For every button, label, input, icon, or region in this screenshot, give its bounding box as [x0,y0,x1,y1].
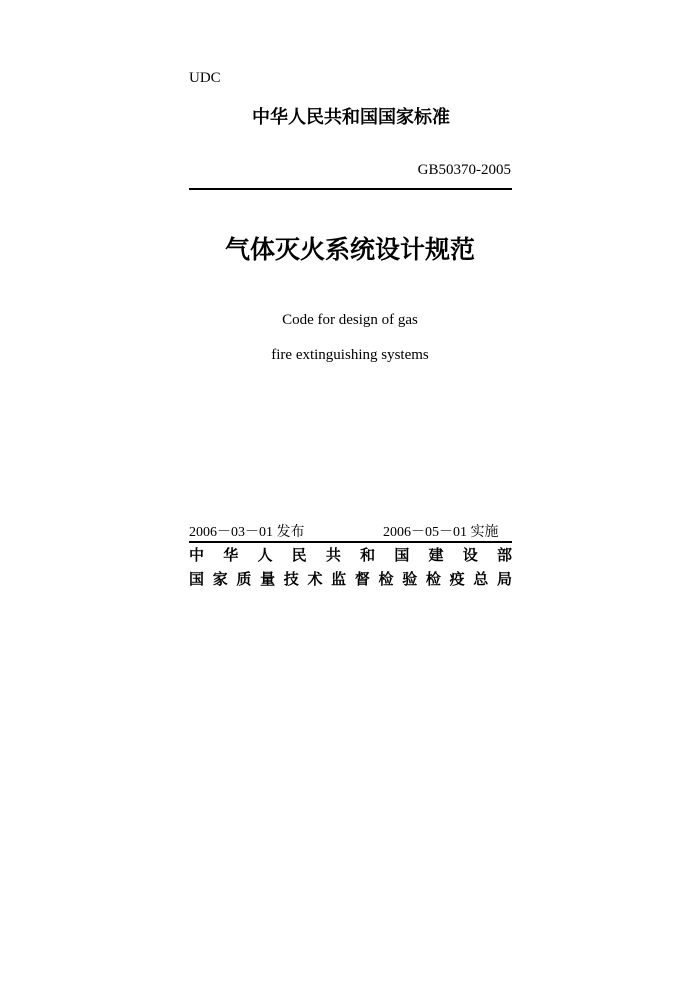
issuer-character: 和 [360,546,376,564]
issuer-character: 术 [307,570,323,588]
document-title: 气体灭火系统设计规范 [224,235,475,264]
issuer-character: 疫 [449,570,465,588]
issuer-character: 技 [283,570,299,588]
issuer-character: 检 [378,570,394,588]
issue-date: 2006－03－01 发布 [189,525,305,540]
issuer-character: 监 [331,570,347,588]
issuer-character: 检 [425,570,441,588]
top-divider [189,188,512,190]
issuer-character: 验 [402,570,418,588]
issuer-character: 华 [223,546,239,564]
issuer-character: 共 [325,546,341,564]
issuer-ministry [189,544,512,565]
issuer-character: 民 [291,546,307,564]
bottom-divider [189,541,512,543]
issuer-character: 部 [496,546,512,564]
issuer-character: 中 [189,546,205,564]
udc-label: UDC [189,70,221,86]
issuer-character: 量 [260,570,276,588]
issuer-character: 设 [462,546,478,564]
english-title-line-1: Code for design of gas [282,312,418,328]
standard-number: GB50370-2005 [417,162,511,178]
issuer-character: 家 [212,570,228,588]
english-title-line-2: fire extinguishing systems [271,347,429,363]
issuer-character: 国 [394,546,410,564]
issuer-character: 总 [473,570,489,588]
issuer-character: 督 [354,570,370,588]
issuer-character: 质 [236,570,252,588]
issuer-character: 人 [257,546,273,564]
national-standard-heading: 中华人民共和国国家标准 [252,107,450,128]
implementation-date: 2006－05－01 实施 [383,525,499,540]
issuer-character: 局 [496,570,512,588]
issuer-administration [189,568,512,589]
issuer-character: 建 [428,546,444,564]
issuer-character: 国 [189,570,205,588]
